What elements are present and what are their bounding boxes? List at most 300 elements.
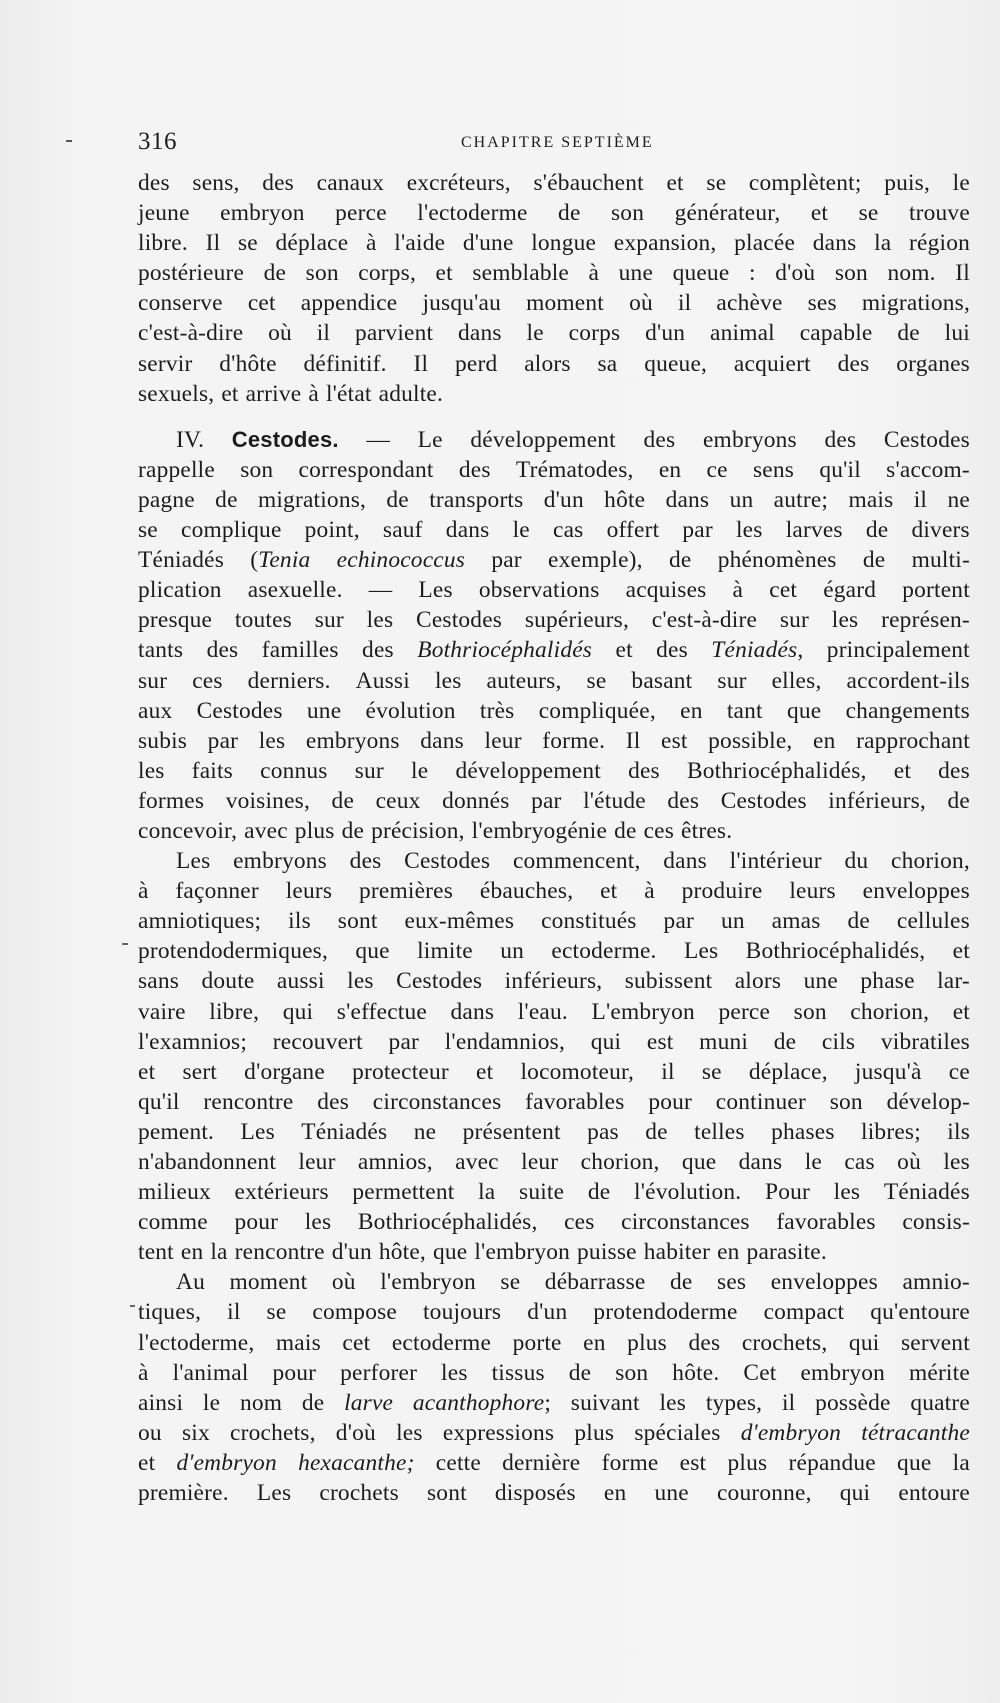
word: chorion,: [850, 998, 930, 1025]
word: hôte: [604, 486, 646, 513]
text-line: [138, 168, 970, 198]
word: l'embryon: [474, 1239, 571, 1266]
word: ces: [643, 817, 675, 844]
running-title: CHAPITRE SEPTIÈME: [461, 134, 654, 151]
word: du: [844, 848, 869, 875]
word: les: [833, 1179, 861, 1206]
word: six: [181, 1419, 210, 1446]
text-line: [138, 1057, 970, 1087]
word: (Tenia: [250, 547, 311, 574]
word: où: [331, 1269, 356, 1296]
word: à: [138, 878, 149, 905]
word: longue: [531, 230, 597, 257]
word: corps: [568, 320, 621, 347]
word: Bothriocéphalidés,: [357, 1209, 538, 1236]
text-line: [138, 1117, 970, 1147]
word: d'un: [331, 1239, 372, 1266]
word: portent: [902, 577, 970, 604]
word: telles: [694, 1118, 745, 1145]
text-line: [138, 1478, 970, 1508]
word: Cestodes: [883, 426, 970, 453]
word: dans: [450, 998, 495, 1025]
word: les: [943, 1149, 970, 1175]
word: familles: [261, 637, 339, 664]
word: une: [618, 260, 654, 287]
word: les: [347, 968, 374, 995]
text-line: [138, 1147, 970, 1177]
word: animal: [710, 320, 775, 347]
text-line: [138, 485, 970, 515]
word: Les: [256, 1480, 292, 1507]
text-line: [138, 228, 970, 258]
word: excréteurs,: [406, 170, 511, 196]
word: tétracanthe: [861, 1419, 970, 1446]
word: crochets,: [741, 1329, 828, 1356]
word: se: [706, 170, 727, 196]
word: des: [262, 170, 294, 196]
word: cet: [342, 1329, 371, 1356]
word: ils: [288, 908, 311, 935]
word: de: [614, 817, 637, 844]
word: et: [810, 200, 829, 227]
word: voisines,: [225, 787, 311, 814]
word: les: [304, 1209, 332, 1236]
word: les: [396, 1419, 423, 1446]
word: semblable: [472, 260, 569, 287]
word: des: [362, 637, 394, 664]
word: asexuelle.: [247, 577, 343, 604]
word: mais: [848, 486, 894, 513]
word: concevoir,: [138, 817, 238, 844]
word: sur: [354, 757, 384, 784]
word: son: [793, 998, 827, 1025]
word: donnés: [442, 787, 510, 814]
word: quatre: [910, 1389, 970, 1416]
word: cas: [552, 517, 584, 544]
word: la: [478, 1179, 496, 1206]
text-line: [138, 515, 970, 545]
word: que: [786, 697, 822, 724]
word: ce: [706, 456, 728, 483]
word: dans: [663, 848, 707, 875]
word: et: [952, 938, 970, 965]
word: conserve: [138, 290, 223, 317]
word: supérieurs,: [524, 607, 630, 634]
word: son: [829, 1088, 863, 1115]
word: ceux: [375, 787, 421, 814]
word: de: [587, 1179, 611, 1206]
word: Bothriocéphalidés: [417, 637, 593, 664]
word: d'organe: [244, 1058, 325, 1085]
word: faits: [191, 757, 233, 784]
word: où: [268, 320, 292, 347]
word: des: [317, 1088, 350, 1115]
word: l'évolution.: [634, 1179, 742, 1206]
word: sens,: [192, 170, 240, 196]
text-line: [138, 997, 970, 1027]
word: d'une: [462, 230, 514, 257]
word: vaire: [138, 998, 186, 1025]
word: égard: [823, 577, 877, 604]
word: toujours: [422, 1299, 502, 1326]
word: migrations,: [257, 486, 367, 513]
word: son: [611, 200, 645, 227]
word: Téniadés: [883, 1179, 970, 1206]
word: trouve: [908, 200, 970, 227]
word: ébauches,: [479, 878, 574, 905]
word: se: [701, 1058, 722, 1085]
word: rencontre: [234, 1239, 325, 1266]
word: avec: [455, 1149, 499, 1175]
word: favorables: [525, 1088, 625, 1115]
text-line: [138, 288, 970, 318]
word: les: [138, 757, 165, 784]
word: embryons: [702, 426, 797, 453]
word: servent: [900, 1329, 970, 1356]
word: queue: [672, 260, 730, 287]
text-line: [138, 1237, 970, 1267]
word: amnio-: [902, 1269, 970, 1296]
text-line: [138, 1448, 970, 1478]
word: corps,: [358, 260, 417, 287]
word: et: [893, 757, 912, 784]
word: migrations,: [861, 290, 970, 317]
word: larves: [785, 517, 843, 544]
word: à: [308, 380, 319, 407]
word: il: [316, 320, 331, 347]
word: l'ectoderme,: [138, 1329, 255, 1356]
word: le: [411, 757, 429, 784]
word: sont: [337, 908, 378, 935]
word: ses: [807, 290, 837, 317]
word: Au: [176, 1269, 205, 1296]
word: et: [138, 1449, 156, 1476]
word: enveloppes: [770, 1269, 878, 1296]
word: qu'il: [138, 1088, 180, 1115]
word: Trématodes,: [515, 456, 634, 483]
word: libre,: [209, 998, 260, 1025]
word: Les: [176, 848, 211, 875]
word: phénomènes: [717, 547, 837, 574]
word: par: [388, 1028, 420, 1055]
word: à: [732, 577, 744, 604]
text-line: [138, 425, 970, 455]
word: se: [237, 230, 258, 257]
word: s'accom-: [886, 456, 970, 483]
word: l'embryon: [380, 1269, 476, 1296]
word: toutes: [234, 607, 292, 634]
word: il: [227, 1299, 241, 1326]
word: achève: [716, 290, 783, 317]
word: aux: [138, 697, 173, 724]
word: de: [668, 547, 692, 574]
word: le: [512, 517, 530, 544]
word: perforer: [340, 1359, 418, 1386]
word: se: [266, 1299, 287, 1326]
word: à: [366, 230, 377, 257]
word: consis-: [902, 1209, 970, 1236]
word: recouvert: [272, 1028, 363, 1055]
word: Il: [625, 727, 641, 754]
word: par: [531, 787, 562, 814]
word: Cestodes: [404, 848, 491, 875]
word: L'embryon: [591, 998, 695, 1025]
word: se: [858, 200, 879, 227]
word: l'étude: [583, 787, 646, 814]
word: hexacanthe;: [298, 1449, 415, 1476]
word: extérieurs: [234, 1179, 329, 1206]
word: Cestodes: [396, 968, 483, 995]
word: Les: [418, 577, 453, 604]
word: correspondant: [298, 456, 434, 483]
word: le: [952, 170, 970, 196]
word: auteurs,: [486, 667, 562, 694]
word: types,: [705, 1389, 763, 1416]
word: jeune: [138, 200, 190, 227]
word: Téniadés: [138, 547, 225, 574]
word: protendodermiques,: [138, 938, 329, 965]
word: compose: [312, 1299, 397, 1326]
word: les: [366, 607, 394, 634]
word: un: [500, 938, 525, 965]
word: moment: [526, 290, 604, 317]
word: cet: [769, 577, 798, 604]
word: eux-mêmes: [404, 908, 515, 935]
text-line: [138, 756, 970, 786]
text-line: [138, 906, 970, 936]
word: l'animal: [172, 1359, 249, 1386]
word: est: [646, 1028, 674, 1055]
word: sur: [138, 667, 168, 694]
word: Les: [240, 1118, 275, 1145]
word: Bothriocéphalidés,: [686, 757, 867, 784]
word: arrive: [245, 380, 302, 407]
text-line: [138, 1418, 970, 1448]
word: tissus: [491, 1359, 545, 1386]
word: déplace,: [748, 1058, 828, 1085]
word: d'embryon: [176, 1449, 277, 1476]
word: des: [938, 757, 970, 784]
word: sauf: [382, 517, 423, 544]
word: pour: [272, 1359, 317, 1386]
word: capable: [799, 320, 873, 347]
margin-mark: [130, 1305, 135, 1307]
word: leurs: [789, 878, 836, 905]
text-line: [138, 696, 970, 726]
word: les: [735, 517, 763, 544]
word: perce: [335, 200, 387, 227]
word: qu'entoure: [870, 1299, 970, 1326]
word: disposés: [494, 1480, 576, 1507]
word: un: [729, 486, 754, 513]
word: à: [138, 1359, 149, 1386]
word: puisse: [577, 1239, 637, 1266]
word: changements: [845, 697, 970, 724]
text-line: [138, 1328, 970, 1358]
word: sa: [597, 350, 618, 377]
word: le: [804, 1149, 822, 1175]
word: qui: [282, 998, 314, 1025]
text-line: [138, 349, 970, 379]
word: complètent;: [748, 170, 862, 196]
word: sont: [427, 1480, 467, 1507]
word: pour: [234, 1209, 279, 1236]
word: son: [240, 456, 274, 483]
word: expressions: [442, 1419, 555, 1446]
text-line: [138, 1358, 970, 1388]
word: définitif.: [303, 350, 387, 377]
word: sexuels,: [138, 380, 215, 407]
word: perce: [718, 998, 771, 1025]
word: à: [644, 878, 655, 905]
word: point,: [304, 517, 360, 544]
word: une: [803, 968, 838, 995]
word: couronne,: [716, 1480, 812, 1507]
word: développement: [455, 757, 601, 784]
word: de: [215, 486, 238, 513]
word: ils: [947, 1118, 970, 1145]
word: —: [368, 577, 393, 604]
word: inférieurs,: [828, 787, 926, 814]
word: où: [629, 290, 653, 317]
word: à: [588, 260, 600, 287]
page-number: 316: [138, 128, 177, 155]
word: ne: [413, 1118, 437, 1145]
word: mais: [275, 1329, 321, 1356]
word: une: [654, 1480, 689, 1507]
word: puis,: [884, 170, 931, 196]
word: est: [679, 1449, 707, 1476]
word: par: [682, 517, 713, 544]
word: des: [458, 456, 491, 483]
word: et: [666, 170, 684, 196]
word: Il: [205, 230, 221, 257]
word: principalement: [826, 637, 970, 664]
word: par: [491, 547, 522, 574]
text-line: [138, 379, 970, 409]
word: est: [661, 727, 688, 754]
word: lar-: [937, 968, 970, 995]
word: déplace: [275, 230, 349, 257]
word: plus: [294, 817, 335, 844]
word: locomoteur,: [520, 1058, 635, 1085]
section-heading: Cestodes.: [231, 426, 339, 452]
word: des: [643, 426, 676, 453]
word: exemple),: [548, 547, 643, 574]
word: inférieurs,: [504, 968, 603, 995]
word: circonstances: [372, 1088, 502, 1115]
word: de: [558, 200, 581, 227]
word: possible,: [708, 727, 793, 754]
text-line: [138, 575, 970, 605]
word: et: [600, 878, 618, 905]
word: il: [677, 290, 692, 317]
word: dévelop-: [886, 1088, 970, 1115]
word: ses: [717, 1269, 747, 1296]
word: cas: [844, 1149, 875, 1175]
text-line: [138, 726, 970, 756]
word: les: [659, 1389, 687, 1416]
text-line: [138, 1267, 970, 1297]
word: et: [476, 1058, 494, 1085]
word: les: [831, 607, 859, 634]
margin-mark: [122, 943, 128, 945]
word: où: [897, 1149, 921, 1175]
word: basant: [631, 667, 693, 694]
word: représen-: [881, 607, 970, 634]
word: de: [331, 787, 355, 814]
word: alors: [734, 968, 782, 995]
page-header: [138, 128, 918, 162]
word: le: [202, 1389, 221, 1416]
word: de: [568, 1359, 592, 1386]
word: se: [138, 517, 158, 544]
word: formes: [138, 787, 205, 814]
word: de: [947, 787, 970, 814]
word: embryon: [220, 200, 305, 227]
word: embryons: [233, 848, 327, 875]
word: suite: [519, 1179, 565, 1206]
text-line: [138, 455, 970, 485]
word: qui: [839, 1480, 871, 1507]
word: et: [952, 998, 970, 1025]
word: leur: [484, 727, 522, 754]
word: crochets: [319, 1480, 399, 1507]
word: de: [670, 1269, 693, 1296]
word: d'où: [775, 260, 816, 287]
word: dans: [665, 486, 710, 513]
word: en: [180, 1239, 204, 1266]
word: forme: [601, 1449, 659, 1476]
word: qui: [848, 1329, 880, 1356]
word: la: [952, 1449, 970, 1476]
word: sur: [717, 667, 747, 694]
word: de: [865, 517, 889, 544]
word: subissent: [624, 968, 713, 995]
word: leurs: [285, 878, 333, 905]
word: de: [847, 908, 870, 935]
word: canaux: [316, 170, 385, 196]
word: il: [781, 1389, 796, 1416]
word: leur: [298, 1149, 336, 1175]
word: c'est-à-dire: [651, 607, 758, 634]
word: sert: [182, 1058, 218, 1085]
word: chorion,: [891, 848, 970, 875]
word: une: [306, 697, 342, 724]
word: qu'il: [819, 456, 861, 483]
word: produire: [681, 878, 763, 905]
word: adulte.: [378, 380, 444, 407]
word: rappelle: [138, 456, 215, 483]
word: qui: [590, 1028, 622, 1055]
word: Le: [417, 426, 443, 453]
text-line: [138, 258, 970, 288]
word: d'hôte: [219, 350, 277, 377]
text-line: [138, 605, 970, 635]
word: la: [210, 1239, 228, 1266]
word: Aussi: [355, 667, 410, 694]
word: en: [813, 727, 836, 754]
word: postérieure: [138, 260, 245, 287]
word: n'abandonnent: [138, 1149, 277, 1175]
text-line: [138, 876, 970, 906]
word: sur: [779, 607, 810, 634]
word: de: [263, 260, 287, 287]
word: générateur,: [674, 200, 781, 227]
word: très: [479, 697, 515, 724]
word: rapprochant: [856, 727, 970, 754]
word: moment: [229, 1269, 308, 1296]
